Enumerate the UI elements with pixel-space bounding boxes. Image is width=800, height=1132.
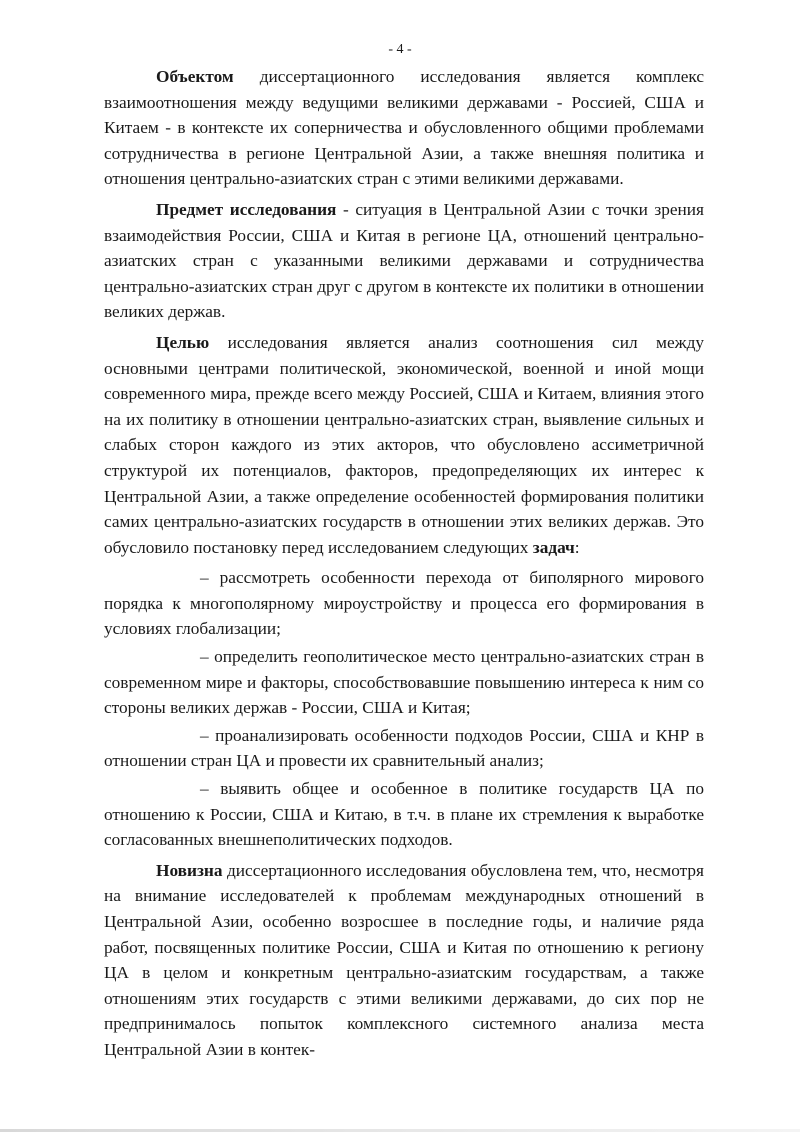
goal-term: Целью [156,332,210,352]
task-text: определить геополитическое место центрально-азиатских стран в современном мире и факторы, способствовавшие повышению интереса к ним со стороны великих держав - России, США и Китая; [104,647,704,718]
object-text: диссертационного исследования является комплекс взаимоотношения между ведущими великими державами - Россией, США и Китаем - в контексте их соперничества и обусловленного общими проблемами сотрудничества в регионе Центральной Азии, а также внешняя политика и отношения центрально-азиатских стран с этими великими державами. [104,67,704,189]
task-item [104,644,704,721]
dash-bullet: – [200,725,209,745]
subject-text: - ситуация в Центральной Азии с точки зрения взаимодействия России, США и Китая в регионе ЦА, отношений центрально-азиатских стран с указанными великими державами и сотрудничества центрально-азиатских стран друг с другом в контексте их политики в отношении великих держав. [104,199,704,322]
goal-text: исследования является анализ соотношения сил между основными центрами политической, экономической, военной и иной мощи современного мира, прежде всего между Россией, США и Китаем, влияния этого на их политику в отношении центрально-азиатских стран, выявление сильных и слабых сторон каждого из этих акторов, что обусловлено ассиметричной структурой их потенциалов, факторов, предопределяющих их интерес к Центральной Азии, а также определение особенностей формирования политики самих центрально-азиатских государств в отношении этих великих держав. Это обусловило постановку перед исследованием следующих [104,332,704,557]
tasks-term: задач [532,537,575,557]
task-item [104,565,704,642]
task-item [104,723,704,774]
goal-paragraph [104,330,704,560]
page-number: - 4 - [388,42,412,57]
task-text: выявить общее и особенное в политике государств ЦА по отношению к России, США и Китаю, в т.ч. в плане их стремления к выработке согласованных внешнеполитических подходов. [104,779,704,850]
object-term: Объектом [156,67,234,86]
document-body [104,64,704,1063]
dash-bullet: – [200,779,209,799]
dash-bullet: – [200,568,209,588]
goal-colon: : [574,537,580,557]
object-paragraph [104,64,704,192]
task-item [104,776,704,853]
task-text: проанализировать особенности подходов России, США и КНР в отношении стран ЦА и провести их сравнительный анализ; [104,725,704,771]
novelty-term: Новизна [156,860,223,880]
subject-paragraph [104,197,704,325]
novelty-paragraph [104,858,704,1063]
subject-term: Предмет исследования [156,199,337,219]
novelty-text: диссертационного исследования обусловлена тем, что, несмотря на внимание исследователей к проблемам международных отношений в Центральной Азии, особенно возросшее в последние годы, и наличие ряда работ, посвященных политике России, США и Китая по отношению к региону ЦА в целом и конкретным центрально-азиатским государствам, а также отношениям этих государств с этими великими державами, до сих пор не предпринималось попыток комплексного системного анализа места Центральной Азии в контек- [104,860,704,1059]
dash-bullet: – [200,647,209,667]
task-text: рассмотреть особенности перехода от биполярного мирового порядка к многополярному мироустройству и процесса его формирования в условиях глобализации; [104,568,704,639]
